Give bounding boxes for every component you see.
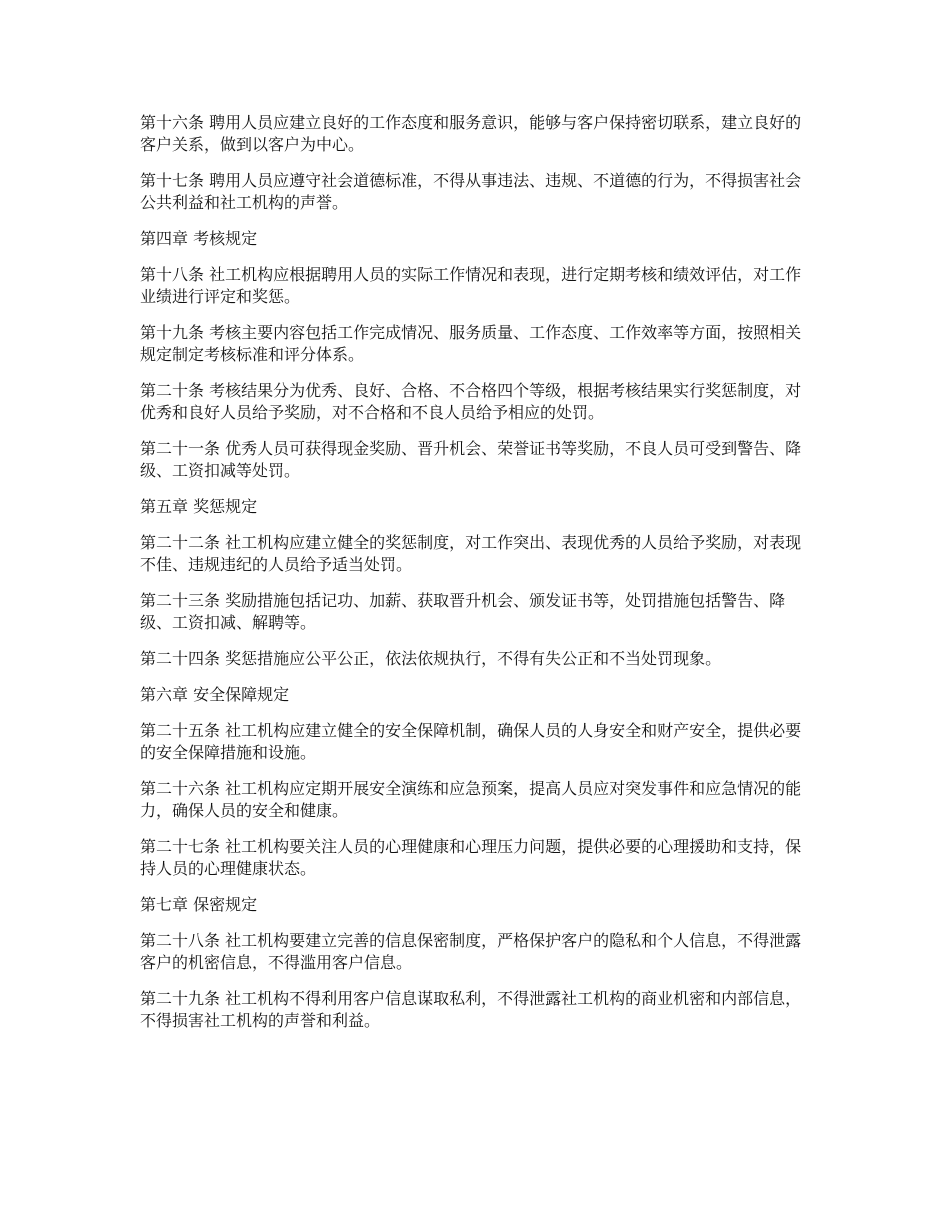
article-27: 第二十七条 社工机构要关注人员的心理健康和心理压力问题，提供必要的心理援助和支持，保持人员的心理健康状态。 — [140, 837, 802, 878]
article-21: 第二十一条 优秀人员可获得现金奖励、晋升机会、荣誉证书等奖励，不良人员可受到警告、降级、工资扣减等处罚。 — [140, 439, 802, 480]
article-19: 第十九条 考核主要内容包括工作完成情况、服务质量、工作态度、工作效率等方面，按照相关规定制定考核标准和评分体系。 — [140, 323, 802, 364]
chapter-4-heading: 第四章 考核规定 — [140, 229, 258, 248]
chapter-7-heading: 第七章 保密规定 — [140, 895, 258, 914]
document-body — [140, 112, 812, 1046]
article-20: 第二十条 考核结果分为优秀、良好、合格、不合格四个等级，根据考核结果实行奖惩制度，对优秀和良好人员给予奖励，对不合格和不良人员给予相应的处罚。 — [140, 381, 802, 422]
chapter-5-heading: 第五章 奖惩规定 — [140, 497, 258, 516]
article-23: 第二十三条 奖励措施包括记功、加薪、获取晋升机会、颁发证书等，处罚措施包括警告、降级、工资扣减、解聘等。 — [140, 591, 786, 632]
article-26: 第二十六条 社工机构应定期开展安全演练和应急预案，提高人员应对突发事件和应急情况的能力，确保人员的安全和健康。 — [140, 779, 802, 820]
article-22: 第二十二条 社工机构应建立健全的奖惩制度，对工作突出、表现优秀的人员给予奖励，对表现不佳、违规违纪的人员给予适当处罚。 — [140, 533, 802, 574]
chapter-6-heading: 第六章 安全保障规定 — [140, 685, 290, 704]
article-25: 第二十五条 社工机构应建立健全的安全保障机制，确保人员的人身安全和财产安全，提供必要的安全保障措施和设施。 — [140, 721, 802, 762]
article-29: 第二十九条 社工机构不得利用客户信息谋取私利，不得泄露社工机构的商业机密和内部信息，不得损害社工机构的声誉和利益。 — [140, 989, 802, 1030]
article-24: 第二十四条 奖惩措施应公平公正，依法依规执行，不得有失公正和不当处罚现象。 — [140, 649, 722, 668]
article-18: 第十八条 社工机构应根据聘用人员的实际工作情况和表现，进行定期考核和绩效评估，对工作业绩进行评定和奖惩。 — [140, 265, 802, 306]
article-16: 第十六条 聘用人员应建立良好的工作态度和服务意识，能够与客户保持密切联系，建立良好的客户关系，做到以客户为中心。 — [140, 113, 802, 154]
article-17: 第十七条 聘用人员应遵守社会道德标准，不得从事违法、违规、不道德的行为，不得损害社会公共利益和社工机构的声誉。 — [140, 171, 802, 212]
article-28: 第二十八条 社工机构要建立完善的信息保密制度，严格保护客户的隐私和个人信息，不得泄露客户的机密信息，不得滥用客户信息。 — [140, 931, 802, 972]
